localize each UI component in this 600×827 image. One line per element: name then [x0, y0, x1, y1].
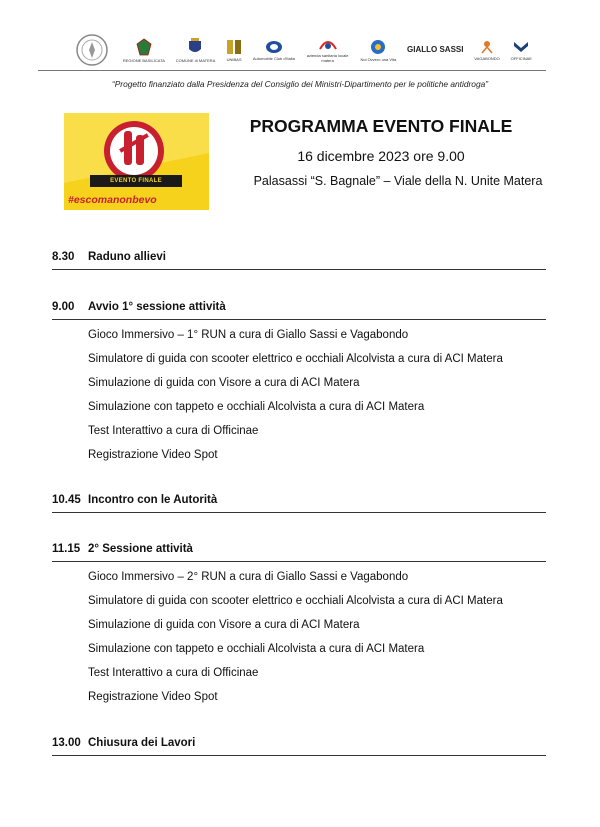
section-divider: [52, 319, 546, 320]
list-item: Registrazione Video Spot: [88, 691, 218, 704]
section-time: 10.45: [52, 494, 81, 506]
logo-label: UNIBAS: [226, 56, 242, 62]
section-title: Chiusura dei Lavori: [88, 737, 196, 749]
aci-logo: [253, 40, 295, 61]
section-title: Raduno allievi: [88, 251, 166, 263]
comune-matera-icon: [188, 38, 202, 56]
schedule-section: [52, 251, 546, 270]
unibas-logo: [226, 39, 242, 62]
comune-matera-logo: [176, 38, 215, 63]
list-item: Simulazione con tappeto e occhiali Alcolvista a cura di ACI Matera: [88, 401, 425, 414]
poster-band: EVENTO FINALE: [90, 175, 182, 187]
poster-hashtag: #escomanonbevo: [68, 194, 157, 206]
giallo-sassi-icon: GIALLO SASSI: [407, 45, 464, 54]
vagabondo-logo: [474, 40, 500, 61]
logo-label: azienda sanitaria locale matera: [306, 53, 349, 63]
officinae-logo: [511, 40, 532, 61]
logo-label: Automobile Club d'Italia: [252, 55, 295, 61]
asl-matera-logo: [306, 37, 350, 63]
list-item: Registrazione Video Spot: [88, 449, 218, 462]
unibas-icon: [226, 39, 242, 55]
coop-icon: [370, 39, 386, 55]
section-time: 11.15: [52, 543, 81, 555]
list-item: Test Interattivo a cura di Officinae: [88, 425, 259, 438]
section-divider: [52, 512, 546, 513]
logo-label: OFFICINAE: [510, 55, 532, 61]
section-heading: [52, 301, 546, 319]
list-item: Simulazione di guida con Visore a cura di ACI Matera: [88, 619, 360, 632]
section-time: 8.30: [52, 251, 75, 263]
vagabondo-icon: [479, 40, 495, 54]
officinae-icon: [513, 40, 529, 54]
coop-logo: [360, 39, 396, 62]
page-title: PROGRAMMA EVENTO FINALE: [249, 116, 513, 136]
aci-icon: [265, 40, 283, 54]
logo-label: COMUNE di MATERA: [175, 57, 216, 63]
section-divider: [52, 755, 546, 756]
schedule-section: [52, 737, 546, 756]
section-time: 13.00: [52, 737, 81, 749]
list-item: Simulazione di guida con Visore a cura di ACI Matera: [88, 377, 360, 390]
logo-label: Noi Ovvero una Vita: [360, 56, 397, 62]
section-divider: [52, 561, 546, 562]
state-emblem-logo: [72, 33, 112, 67]
state-emblem-icon: [72, 33, 112, 67]
list-item: Test Interattivo a cura di Officinae: [88, 667, 259, 680]
section-title: Incontro con le Autorità: [88, 494, 218, 506]
section-heading: [52, 543, 546, 561]
list-item: Simulatore di guida con scooter elettrico e occhiali Alcolvista a cura di ACI Matera: [88, 595, 503, 608]
giallo-sassi-logo: [407, 46, 463, 54]
regione-basilicata-icon: [136, 38, 152, 56]
event-poster-image: [64, 113, 209, 210]
sponsor-logos-bar: [72, 30, 532, 70]
list-item: Gioco Immersivo – 1° RUN a cura di Giallo Sassi e Vagabondo: [88, 329, 409, 342]
header-divider: [38, 70, 546, 71]
logo-label: REGIONE BASILICATA: [122, 57, 165, 63]
funding-note: “Progetto finanziato dalla Presidenza del Consiglio dei Ministri-Dipartimento per le politiche antidroga”: [111, 79, 489, 89]
section-heading: [52, 494, 546, 512]
section-divider: [52, 269, 546, 270]
schedule-section: [52, 301, 546, 467]
section-title: Avvio 1° sessione attività: [88, 301, 226, 313]
asl-matera-icon: [318, 37, 338, 51]
activity-list: [52, 565, 546, 709]
list-item: Simulatore di guida con scooter elettrico e occhiali Alcolvista a cura di ACI Matera: [88, 353, 503, 366]
schedule-section: [52, 494, 546, 513]
section-heading: [52, 251, 546, 269]
section-time: 9.00: [52, 301, 75, 313]
activity-list: [52, 323, 546, 467]
regione-basilicata-logo: [123, 38, 165, 63]
schedule-section: [52, 543, 546, 709]
list-item: Gioco Immersivo – 2° RUN a cura di Giallo Sassi e Vagabondo: [88, 571, 409, 584]
section-title: 2° Sessione attività: [88, 543, 193, 555]
section-heading: [52, 737, 546, 755]
event-location: Palasassi “S. Bagnale” – Viale della N. Unite Matera: [253, 174, 543, 188]
logo-label: VAGABONDO: [474, 55, 500, 61]
list-item: Simulazione con tappeto e occhiali Alcolvista a cura di ACI Matera: [88, 643, 425, 656]
event-date: 16 dicembre 2023 ore 9.00: [297, 148, 465, 164]
